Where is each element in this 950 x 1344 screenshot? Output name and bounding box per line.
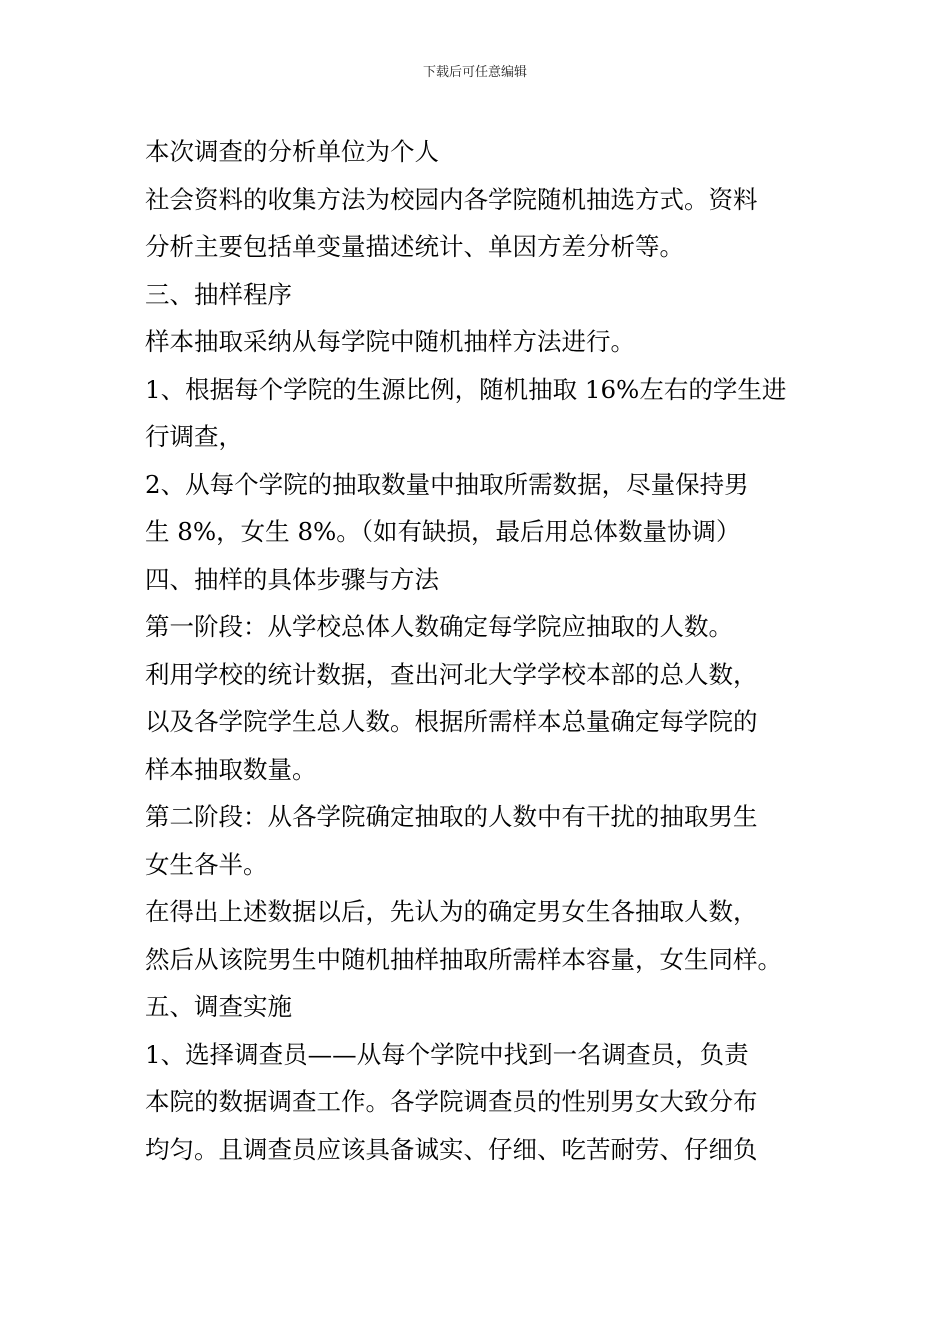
paragraph-line: 本次调查的分析单位为个人: [145, 137, 439, 166]
paragraph: [145, 128, 810, 176]
paragraph-line: 1、选择调查员——从每个学院中找到一名调查员，负责: [145, 1039, 749, 1069]
paragraph-line: 四、抽样的具体步骤与方法: [145, 564, 439, 594]
paragraph: [145, 271, 810, 319]
paragraph-line: 第一阶段：从学校总体人数确定每学院应抽取的人数。: [145, 612, 733, 641]
paragraph-line: 本院的数据调查工作。各学院调查员的性别男女大致分布: [145, 1087, 758, 1116]
document-body: [145, 128, 810, 1173]
paragraph: [145, 793, 810, 888]
paragraph-line: 以及各学院学生总人数。根据所需样本总量确定每学院的: [145, 707, 758, 736]
paragraph-line: 均匀。且调查员应该具备诚实、仔细、吃苦耐劳、仔细负: [145, 1134, 758, 1164]
paragraph: [145, 651, 810, 794]
paragraph-line: 分析主要包括单变量描述统计、单因方差分析等。: [145, 232, 684, 261]
paragraph-line: 样本抽取数量。: [145, 754, 317, 784]
paragraph-line: 行调查，: [145, 422, 243, 451]
paragraph-line: 第二阶段：从各学院确定抽取的人数中有干扰的抽取男生: [145, 802, 758, 831]
paragraph: [145, 366, 810, 461]
paragraph-line: 女生各半。: [145, 849, 268, 879]
paragraph-line: 2、从每个学院的抽取数量中抽取所需数据，尽量保持男: [145, 469, 749, 499]
paragraph-line: 1、根据每个学院的生源比例，随机抽取 16%左右的学生进: [145, 374, 787, 404]
paragraph: [145, 888, 810, 983]
paragraph-line: 三、抽样程序: [145, 279, 292, 309]
paragraph: [145, 983, 810, 1031]
paragraph: [145, 176, 810, 271]
paragraph-line: 生 8%，女生 8%。（如有缺损，最后用总体数量协调）: [145, 517, 741, 546]
paragraph: [145, 461, 810, 556]
page-header: 下载后可任意编辑: [422, 65, 527, 80]
paragraph-line: 社会资料的收集方法为校园内各学院随机抽选方式。资料: [145, 184, 758, 214]
paragraph-line: 然后从该院男生中随机抽样抽取所需样本容量，女生同样。: [145, 944, 782, 974]
paragraph: [145, 603, 810, 651]
paragraph-line: 五、调查实施: [145, 992, 292, 1021]
paragraph-line: 利用学校的统计数据，查出河北大学学校本部的总人数，: [145, 659, 758, 689]
paragraph: [145, 1031, 810, 1174]
paragraph-line: 在得出上述数据以后，先认为的确定男女生各抽取人数，: [145, 897, 758, 926]
paragraph: [145, 318, 810, 366]
paragraph-line: 样本抽取采纳从每学院中随机抽样方法进行。: [145, 327, 635, 356]
paragraph: [145, 556, 810, 604]
